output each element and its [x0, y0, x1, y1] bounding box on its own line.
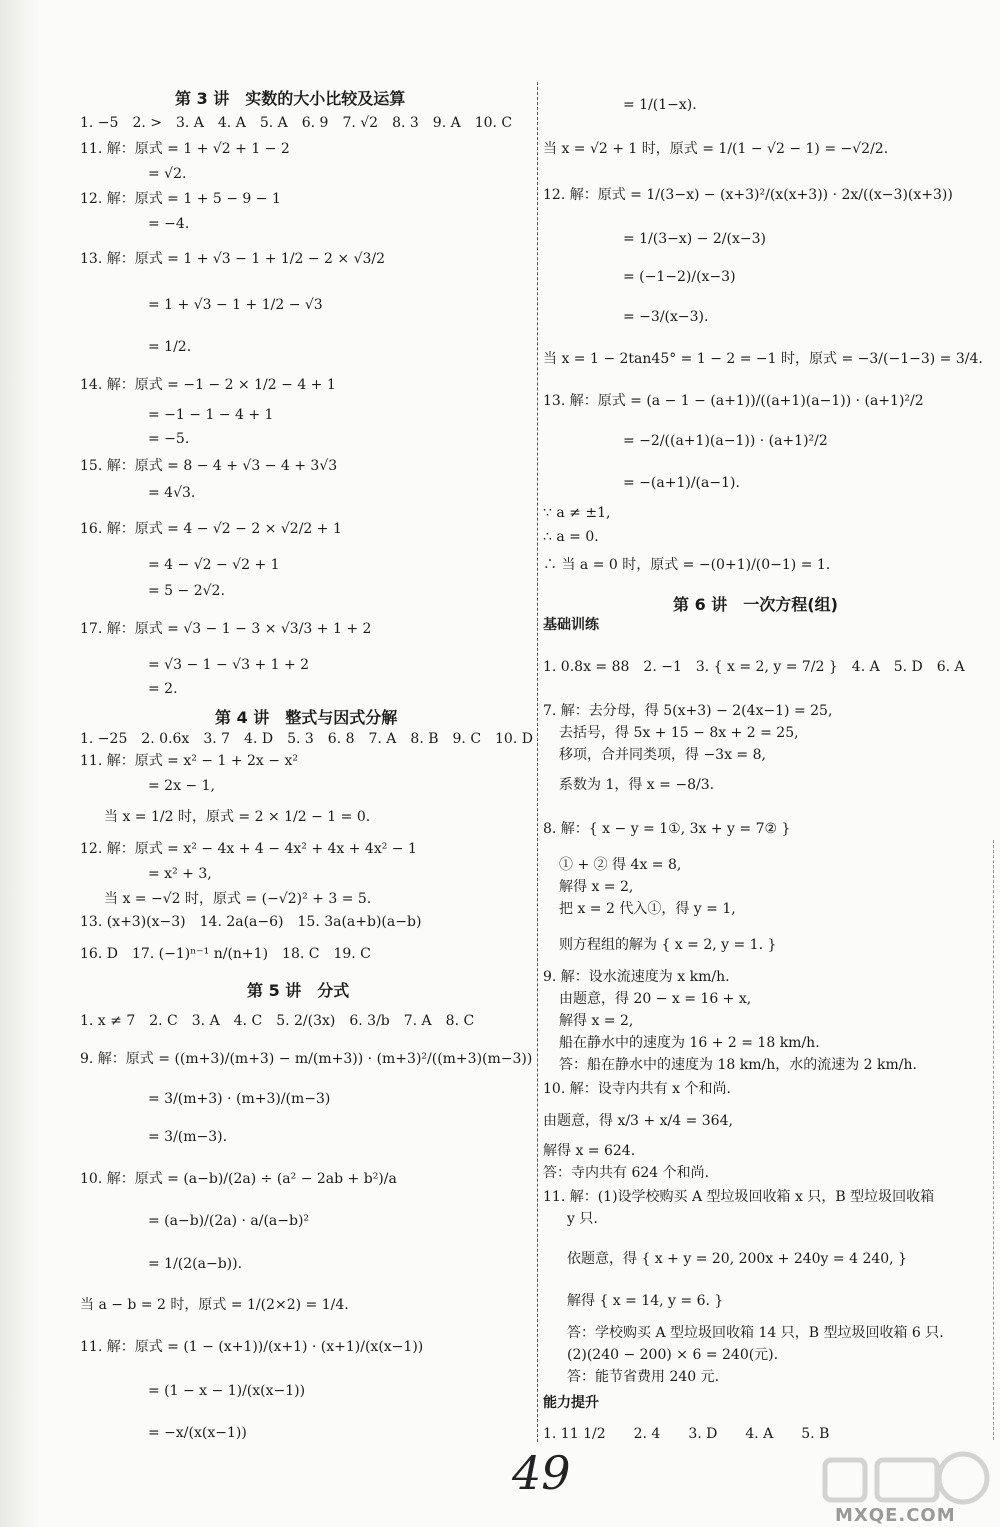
answer-line: = −(a+1)/(a−1).: [623, 475, 740, 491]
answer-line: 解得 x = 2,: [559, 879, 634, 895]
answer-line: = −4.: [148, 216, 190, 232]
answer-line: = 3/(m+3) · (m+3)/(m−3): [148, 1091, 331, 1107]
answer-line: 7. 解：去分母，得 5(x+3) − 2(4x−1) = 25,: [543, 703, 833, 719]
answer-line: ∴ a = 0.: [543, 529, 599, 545]
answer-line: 12. 解：原式 = x² − 4x + 4 − 4x² + 4x + 4x² − 1: [80, 841, 417, 857]
answer-line: = −5.: [148, 431, 190, 447]
answer-line: 当 a − b = 2 时，原式 = 1/(2×2) = 1/4.: [80, 1297, 349, 1313]
answer-line: = (1 − x − 1)/(x(x−1)): [148, 1383, 306, 1399]
section-heading: 第 5 讲 分式: [247, 981, 350, 1000]
answer-line: 由题意，得 x/3 + x/4 = 364,: [543, 1113, 733, 1129]
answer-line: = −3/(x−3).: [623, 309, 709, 325]
answer-line: 1. 0.8x = 88 2. −1 3. { x = 2, y = 7/2 } 4. A 5. D 6. A: [543, 659, 965, 675]
answer-line: = √2.: [148, 166, 187, 182]
answer-line: = √3 − 1 − √3 + 1 + 2: [148, 657, 310, 673]
answer-line: = −x/(x(x−1)): [148, 1425, 247, 1441]
section-heading: 第 6 讲 一次方程(组): [673, 595, 838, 614]
answer-line: = 1 + √3 − 1 + 1/2 − √3: [148, 297, 323, 313]
answer-line: 1. −25 2. 0.6x 3. 7 4. D 5. 3 6. 8 7. A 8. B 9. C 10. D: [80, 731, 533, 747]
answer-line: 去括号，得 5x + 15 − 8x + 2 = 25,: [559, 725, 799, 741]
answer-line: 10. 解：设寺内共有 x 个和尚.: [543, 1081, 731, 1097]
answer-line: = 4 − √2 − √2 + 1: [148, 557, 280, 573]
subsection-heading: 能力提升: [543, 1395, 599, 1411]
answer-line: 把 x = 2 代入①，得 y = 1,: [559, 901, 736, 917]
answer-line: ① + ② 得 4x = 8,: [559, 857, 682, 873]
answer-line: 依题意，得 { x + y = 20, 200x + 240y = 4 240, }: [567, 1251, 907, 1267]
answer-line: 17. 解：原式 = √3 − 1 − 3 × √3/3 + 1 + 2: [80, 621, 372, 637]
section-heading: 第 4 讲 整式与因式分解: [215, 708, 398, 727]
answer-line: 当 x = −√2 时，原式 = (−√2)² + 3 = 5.: [104, 891, 372, 907]
answer-line: 答：能节省费用 240 元.: [567, 1369, 720, 1385]
answer-line: y 只.: [567, 1211, 598, 1227]
answer-line: 当 x = 1/2 时，原式 = 2 × 1/2 − 1 = 0.: [104, 809, 371, 825]
answer-line: = −2/((a+1)(a−1)) · (a+1)²/2: [623, 433, 828, 449]
answer-line: 13. (x+3)(x−3) 14. 2a(a−6) 15. 3a(a+b)(a−b): [80, 914, 422, 930]
answer-line: 1. 11 1/2 2. 4 3. D 4. A 5. B: [543, 1426, 830, 1442]
answer-line: 当 x = √2 + 1 时，原式 = 1/(1 − √2 − 1) = −√2/2.: [543, 141, 889, 157]
answer-line: 则方程组的解为 { x = 2, y = 1. }: [559, 937, 777, 953]
answer-line: = (a−b)/(2a) · a/(a−b)²: [148, 1213, 310, 1229]
answer-line: 9. 解：原式 = ((m+3)/(m+3) − m/(m+3)) · (m+3)²/((m+3)(m−3)): [80, 1051, 533, 1067]
answer-line: (2)(240 − 200) × 6 = 240(元).: [567, 1347, 779, 1363]
answer-line: 解得 x = 624.: [543, 1143, 636, 1159]
answer-line: 13. 解：原式 = (a − 1 − (a+1))/((a+1)(a−1)) · (a+1)²/2: [543, 393, 924, 409]
answer-line: 14. 解：原式 = −1 − 2 × 1/2 − 4 + 1: [80, 377, 336, 393]
answer-line: 13. 解：原式 = 1 + √3 − 1 + 1/2 − 2 × √3/2: [80, 251, 386, 267]
answer-line: = (−1−2)/(x−3): [623, 269, 736, 285]
answer-line: ∵ a ≠ ±1,: [543, 505, 611, 521]
answer-line: 11. 解：原式 = 1 + √2 + 1 − 2: [80, 141, 290, 157]
right-edge-dash: [993, 840, 994, 1440]
answer-line: = 1/(2(a−b)).: [148, 1256, 243, 1272]
column-divider: [537, 82, 538, 1442]
answer-line: 答：寺内共有 624 个和尚.: [543, 1165, 710, 1181]
answer-line: 15. 解：原式 = 8 − 4 + √3 − 4 + 3√3: [80, 458, 338, 474]
answer-line: 10. 解：原式 = (a−b)/(2a) ÷ (a² − 2ab + b²)/a: [80, 1171, 397, 1187]
answer-line: 解得 { x = 14, y = 6. }: [567, 1293, 724, 1309]
answer-line: = x² + 3,: [148, 866, 212, 882]
answer-line: 11. 解：(1)设学校购买 A 型垃圾回收箱 x 只，B 型垃圾回收箱: [543, 1189, 935, 1205]
answer-line: 8. 解：{ x − y = 1①, 3x + y = 7② }: [543, 821, 791, 837]
answer-line: 系数为 1，得 x = −8/3.: [559, 777, 715, 793]
answer-line: 由题意，得 20 − x = 16 + x,: [559, 991, 752, 1007]
answer-line: 移项，合并同类项，得 −3x = 8,: [559, 747, 766, 763]
answer-line: 1. −5 2. > 3. A 4. A 5. A 6. 9 7. √2 8. 3 9. A 10. C: [80, 115, 513, 131]
answer-line: ∴ 当 a = 0 时，原式 = −(0+1)/(0−1) = 1.: [543, 557, 831, 573]
answer-line: 11. 解：原式 = x² − 1 + 2x − x²: [80, 753, 298, 769]
answer-line: = 2x − 1,: [148, 778, 215, 794]
answer-line: 1. x ≠ 7 2. C 3. A 4. C 5. 2/(3x) 6. 3/b 7. A 8. C: [80, 1013, 475, 1029]
answer-line: = −1 − 1 − 4 + 1: [148, 407, 274, 423]
answer-line: = 5 − 2√2.: [148, 583, 225, 599]
answer-line: = 4√3.: [148, 485, 196, 501]
answer-line: 16. D 17. (−1)ⁿ⁻¹ n/(n+1) 18. C 19. C: [80, 946, 371, 962]
answer-line: 答：船在静水中的速度为 18 km/h，水的流速为 2 km/h.: [559, 1057, 917, 1073]
answer-line: = 2.: [148, 681, 178, 697]
page-spine-shadow: [0, 0, 40, 1527]
answer-line: 16. 解：原式 = 4 − √2 − 2 × √2/2 + 1: [80, 521, 342, 537]
subsection-heading: 基础训练: [543, 617, 599, 633]
answer-line: 12. 解：原式 = 1 + 5 − 9 − 1: [80, 191, 281, 207]
answer-line: 船在静水中的速度为 16 + 2 = 18 km/h.: [559, 1035, 820, 1051]
answer-line: 答：学校购买 A 型垃圾回收箱 14 只，B 型垃圾回收箱 6 只.: [567, 1325, 944, 1341]
watermark-text: MXQE.COM: [835, 1505, 956, 1526]
answer-line: 12. 解：原式 = 1/(3−x) − (x+3)²/(x(x+3)) · 2x/((x−3)(x+3)): [543, 187, 953, 203]
answer-line: = 1/(3−x) − 2/(x−3): [623, 231, 766, 247]
page-number: 49: [512, 1446, 571, 1500]
answer-line: 当 x = 1 − 2tan45° = 1 − 2 = −1 时，原式 = −3/(−1−3) = 3/4.: [543, 351, 983, 367]
answer-line: 解得 x = 2,: [559, 1013, 634, 1029]
answer-line: = 3/(m−3).: [148, 1129, 228, 1145]
answer-line: 9. 解：设水流速度为 x km/h.: [543, 969, 730, 985]
answer-line: = 1/(1−x).: [623, 97, 697, 113]
section-heading: 第 3 讲 实数的大小比较及运算: [175, 89, 406, 108]
answer-line: = 1/2.: [148, 339, 192, 355]
answer-line: 11. 解：原式 = (1 − (x+1))/(x+1) · (x+1)/(x(x−1)): [80, 1339, 424, 1355]
